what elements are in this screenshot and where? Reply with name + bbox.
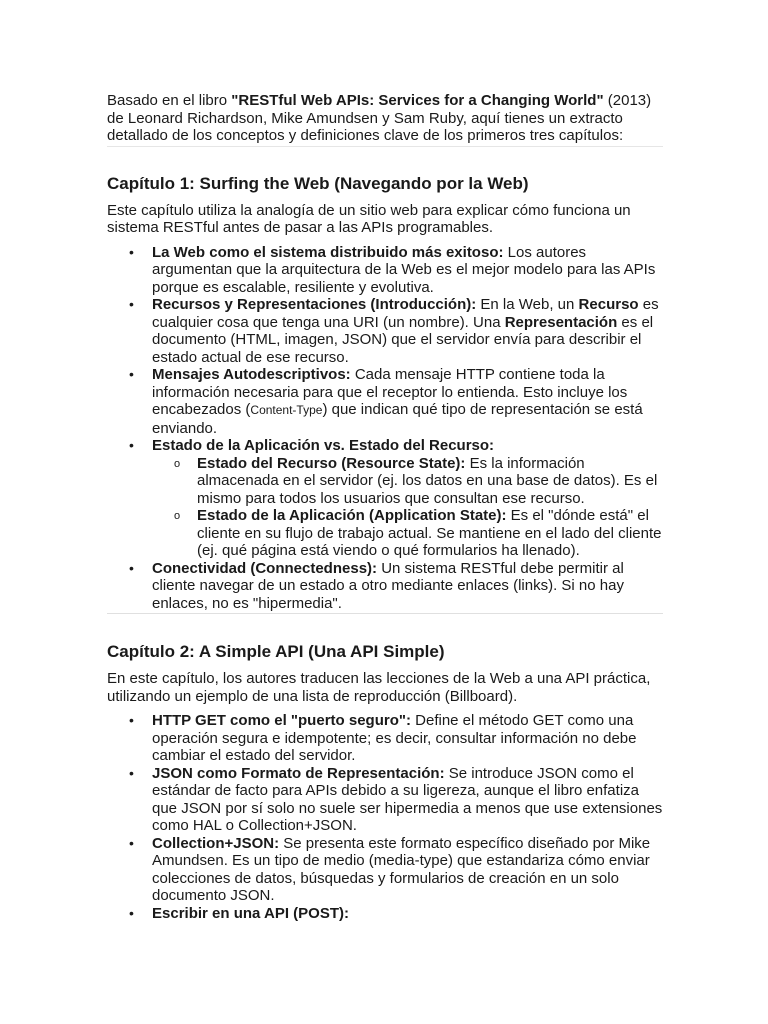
item-text: Los autores argumentan que la arquitectura de la Web es el mejor modelo para las APIs porque es escalable, resiliente y evolutiva.	[152, 243, 656, 296]
item-text: Define el método GET como una operación segura e idempotente; es decir, consultar información no debe cambiar el estado del servidor.	[152, 712, 637, 764]
item-bold: Representación	[504, 313, 618, 331]
item-term: Escribir en una API (POST):	[152, 904, 349, 922]
document-page	[107, 92, 663, 922]
item-term: Mensajes Autodescriptivos:	[152, 366, 351, 383]
item-text: ) que indican qué tipo de representación se está enviando.	[152, 401, 643, 437]
intro-suffix: (2013) de Leonard Richardson, Mike Amundsen y Sam Ruby, aquí tienes un extracto detallado de los conceptos y definiciones clave de los primeros tres capítulos:	[107, 92, 652, 144]
item-term: Estado de la Aplicación vs. Estado del Recurso:	[152, 437, 495, 454]
chapter-1-description: Este capítulo utiliza la analogía de un sitio web para explicar cómo funciona un sistema RESTful antes de pasar a las APIs programables.	[107, 201, 631, 236]
item-text: Un sistema RESTful debe permitir al cliente navegar de un estado a otro mediante enlaces (links). Si no hay enlaces, no es "hipermedia".	[152, 559, 624, 612]
item-term: Collection+JSON:	[152, 834, 280, 852]
list-item	[152, 905, 663, 923]
item-text: Es la información almacenada en el servidor (ej. los datos en una base de datos). Es el mismo para todos los usuarios que consultan ese recurso.	[197, 454, 658, 507]
list-item	[152, 765, 663, 835]
item-text: En la Web, un	[476, 296, 579, 313]
chapter-1-heading: Capítulo 1: Surfing the Web (Navegando por la Web)	[107, 173, 529, 193]
list-item	[152, 560, 663, 613]
item-bold: Recurso	[578, 296, 639, 313]
list-item	[152, 296, 663, 366]
item-term: Estado del Recurso (Resource State):	[197, 454, 466, 472]
chapter-2-heading: Capítulo 2: A Simple API (Una API Simple)	[107, 642, 445, 661]
item-text: Se introduce JSON como el estándar de facto para APIs debido a su ligereza, aunque el libro enfatiza que JSON por sí solo no suele ser hipermedia a menos que use extensiones como HAL o Collection+JSON.	[152, 764, 663, 834]
item-term: La Web como el sistema distribuido más exitoso:	[152, 243, 504, 261]
item-text: Es el "dónde está" el cliente en su flujo de trabajo actual. Se mantiene en el lado del cliente (ej. qué página está viendo o qué formularios ha llenado).	[197, 507, 662, 559]
sub-list-item	[197, 507, 663, 560]
list-item	[152, 835, 663, 905]
list-item	[152, 712, 663, 765]
sub-list-item	[197, 455, 663, 508]
item-term: Recursos y Representaciones (Introducción):	[152, 296, 477, 313]
chapter-1-list	[107, 244, 663, 615]
item-term: Estado de la Aplicación (Application State):	[197, 507, 507, 524]
item-text: es cualquier cosa que tenga una URI (un nombre). Una	[152, 296, 659, 331]
intro-prefix: Basado en el libro	[107, 92, 232, 109]
item-term: JSON como Formato de Representación:	[152, 764, 445, 782]
chapter-2-description: En este capítulo, los autores traducen las lecciones de la Web a una API práctica, utilizando un ejemplo de una lista de reproducción (Billboard).	[107, 670, 651, 705]
item-text: es el documento (HTML, imagen, JSON) que el servidor envía para describir el estado actual de ese recurso.	[152, 313, 654, 366]
list-item	[152, 437, 663, 560]
book-title: "RESTful Web APIs: Services for a Changing World"	[231, 92, 604, 109]
sub-list	[152, 455, 663, 560]
item-text: Se presenta este formato específico diseñado por Mike Amundsen. Es un tipo de medio (media-type) que estandariza cómo enviar colecciones de datos, búsquedas y formularios de creación en un solo documento JSON.	[152, 834, 651, 904]
list-item	[152, 366, 663, 437]
chapter-2-list	[107, 712, 663, 922]
list-item	[152, 244, 663, 297]
intro-paragraph	[107, 92, 663, 147]
item-term: Conectividad (Connectedness):	[152, 559, 378, 577]
inline-code: Content-Type	[250, 403, 323, 417]
item-term: HTTP GET como el "puerto seguro":	[152, 712, 411, 729]
item-text: Cada mensaje HTTP contiene toda la información necesaria para que el receptor lo entienda. Esto incluye los encabezados (	[152, 366, 628, 418]
